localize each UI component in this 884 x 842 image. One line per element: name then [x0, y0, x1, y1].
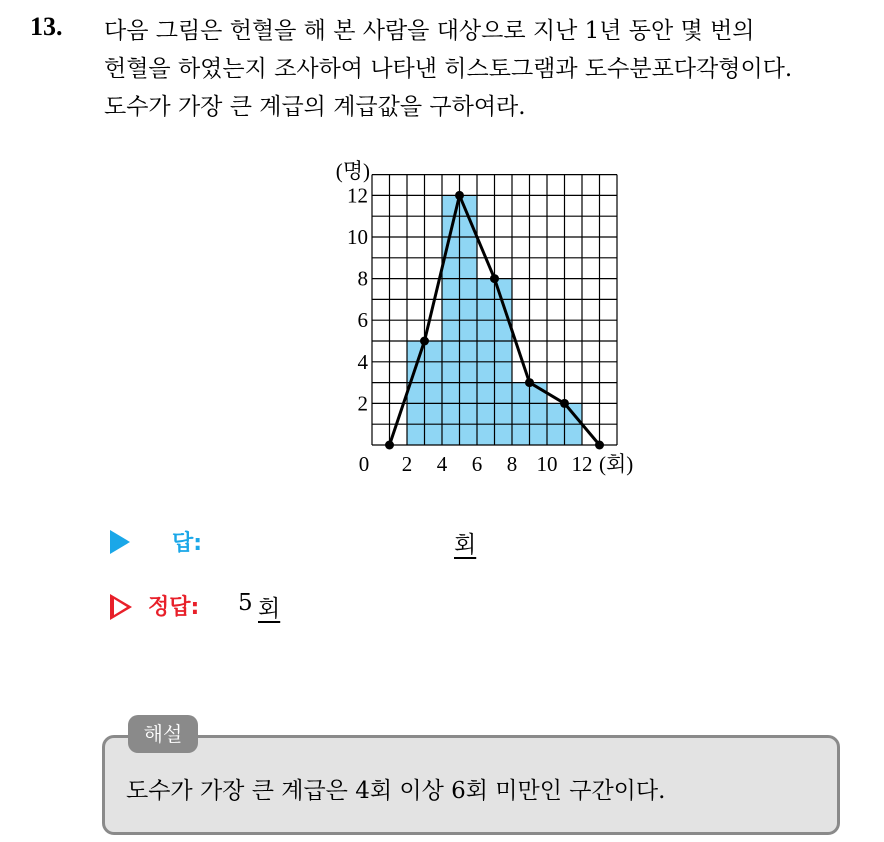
x-tick-label: 0: [358, 452, 370, 476]
question-line-1: 다음 그림은 헌혈을 해 본 사람을 대상으로 지난 1년 동안 몇 번의: [104, 18, 755, 44]
solution-text: 도수가 가장 큰 계급은 4회 이상 6회 미만인 구간이다.: [126, 778, 666, 804]
y-tick-label: 8: [357, 266, 368, 291]
question-line-2: 헌혈을 하였는지 조사하여 나타낸 히스토그램과 도수분포다각형이다.: [104, 56, 793, 82]
x-tick-label: 2: [401, 452, 413, 476]
x-tick-label: 6: [471, 452, 483, 476]
correct-arrow-icon: [110, 594, 132, 620]
frequency-polygon-point: [560, 399, 569, 408]
answer-arrow-icon: [110, 530, 130, 554]
y-tick-label: 12: [347, 183, 368, 208]
correct-answer-row: [110, 590, 410, 626]
frequency-polygon-point: [595, 441, 604, 450]
correct-value: 5: [238, 590, 253, 616]
y-tick-label: 10: [347, 225, 368, 249]
y-unit-label: (명): [335, 159, 370, 183]
frequency-polygon-point: [385, 441, 394, 450]
y-tick-label: 6: [357, 308, 368, 333]
y-tick-label: 2: [357, 391, 368, 416]
answer-unit[interactable]: 회: [454, 532, 477, 558]
frequency-polygon-point: [455, 191, 464, 200]
solution-tag: 해설: [128, 715, 198, 753]
correct-unit: 회: [258, 596, 281, 622]
question-number: 13.: [30, 12, 63, 41]
frequency-polygon-point: [490, 274, 499, 283]
x-tick-label: 12: [571, 452, 593, 476]
frequency-polygon-point: [525, 378, 534, 387]
x-tick-label: 8: [506, 452, 518, 476]
answer-row: [110, 526, 510, 562]
frequency-polygon-point: [420, 337, 429, 346]
x-tick-label: 4: [436, 452, 448, 476]
x-unit-label: (회): [599, 452, 634, 476]
answer-label: 답:: [172, 531, 203, 556]
y-tick-label: 4: [357, 349, 368, 374]
question-line-3: 도수가 가장 큰 계급의 계급값을 구하여라.: [104, 94, 526, 120]
correct-label: 정답:: [148, 595, 200, 620]
x-tick-label: 10: [536, 452, 558, 476]
